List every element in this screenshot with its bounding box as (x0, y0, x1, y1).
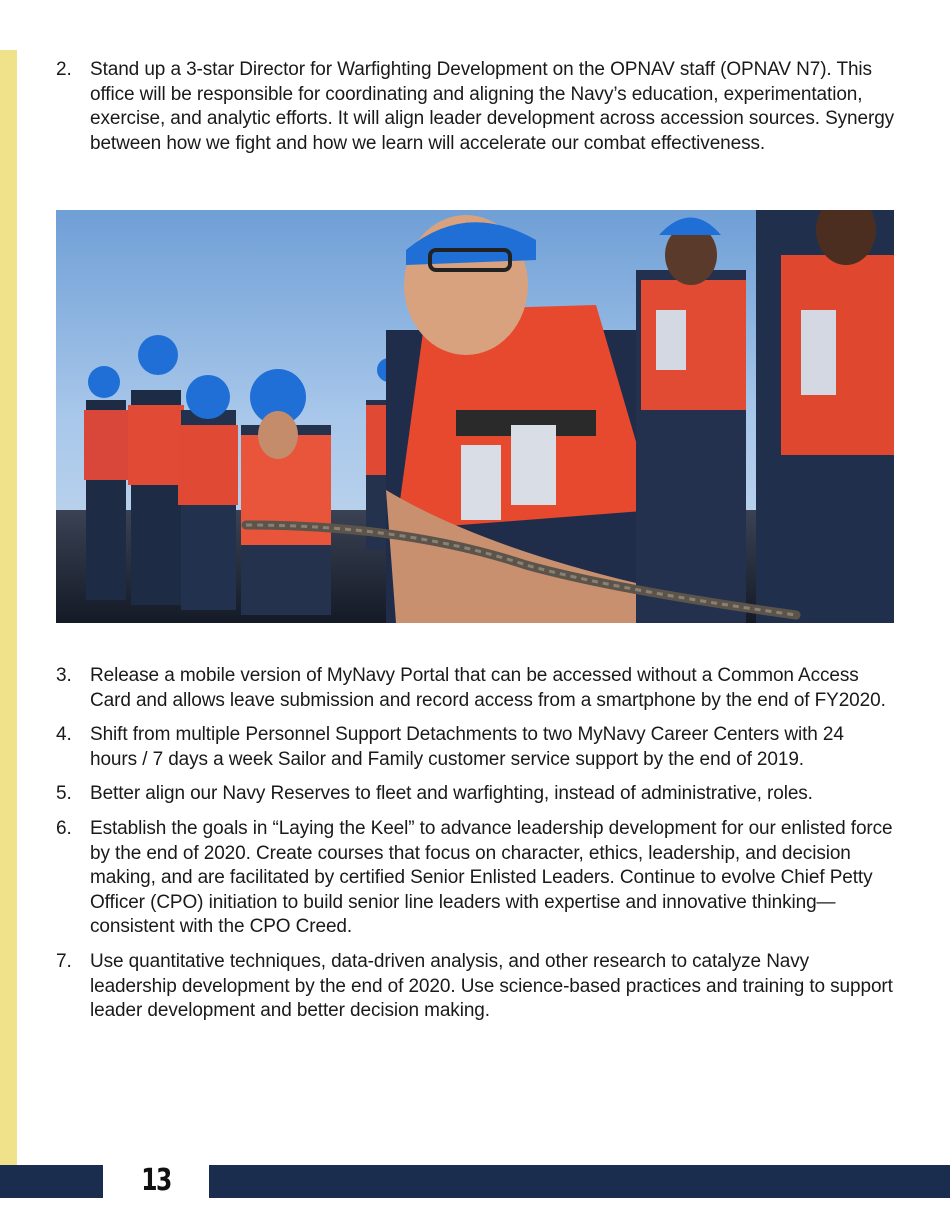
list-item (56, 723, 896, 772)
list-item-text: Use quantitative techniques, data-driven analysis, and other research to catalyze Navy leadership development by the end of 2020. Use science-based practices and training to support leader development and better decision making. (90, 950, 893, 1022)
footer-bar-left (0, 1165, 103, 1198)
list-item-number: 3. (56, 665, 72, 686)
list-item-text: Better align our Navy Reserves to fleet and warfighting, instead of administrative, roles. (90, 783, 813, 805)
list-item (56, 664, 896, 713)
list-item-number: 4. (56, 724, 72, 746)
list-item (56, 782, 896, 807)
sailors-rope-photo (56, 210, 894, 623)
list-item-number: 6. (56, 817, 72, 839)
list-item (56, 950, 896, 1024)
top-list (56, 58, 896, 156)
list-item-text: Stand up a 3-star Director for Warfighting Development on the OPNAV staff (OPNAV N7). This office will be responsible for coordinating and aligning the Navy’s education, experimentation, exercise, and analytic efforts. It will align leader development across accession sources. Synergy between how we fight and how we learn will accelerate our combat effectiveness. (90, 59, 895, 154)
photo-illustration (56, 210, 894, 623)
page-number: 13 (141, 1163, 171, 1198)
list-item-text: Shift from multiple Personnel Support Detachments to two MyNavy Career Centers with 24 hours / 7 days a week Sailor and Family customer service support by the end of 2019. (90, 724, 844, 770)
footer-bar-right (209, 1165, 950, 1198)
sailor-group-right (636, 210, 894, 623)
bottom-list (56, 664, 896, 1034)
list-item-text: Establish the goals in “Laying the Keel” to advance leadership development for our enlisted force by the end of 2020. Create courses that focus on character, ethics, leadership, and decision making, and are facilitated by certified Senior Enlisted Leaders. Continue to evolve Chief Petty Officer (CPO) initiation to build senior line leaders with expertise and innovative thinking—consistent with the CPO Creed. (90, 817, 893, 938)
list-item-text: Release a mobile version of MyNavy Portal that can be accessed without a Common Access Card and allows leave submission and record access from a smartphone by the end of FY2020. (90, 665, 886, 711)
list-item-number: 5. (56, 783, 72, 805)
list-item-number: 2. (56, 59, 72, 80)
list-item (56, 58, 896, 156)
list-item-number: 7. (56, 950, 72, 972)
list-item (56, 817, 896, 940)
side-accent-stripe (0, 50, 17, 1165)
